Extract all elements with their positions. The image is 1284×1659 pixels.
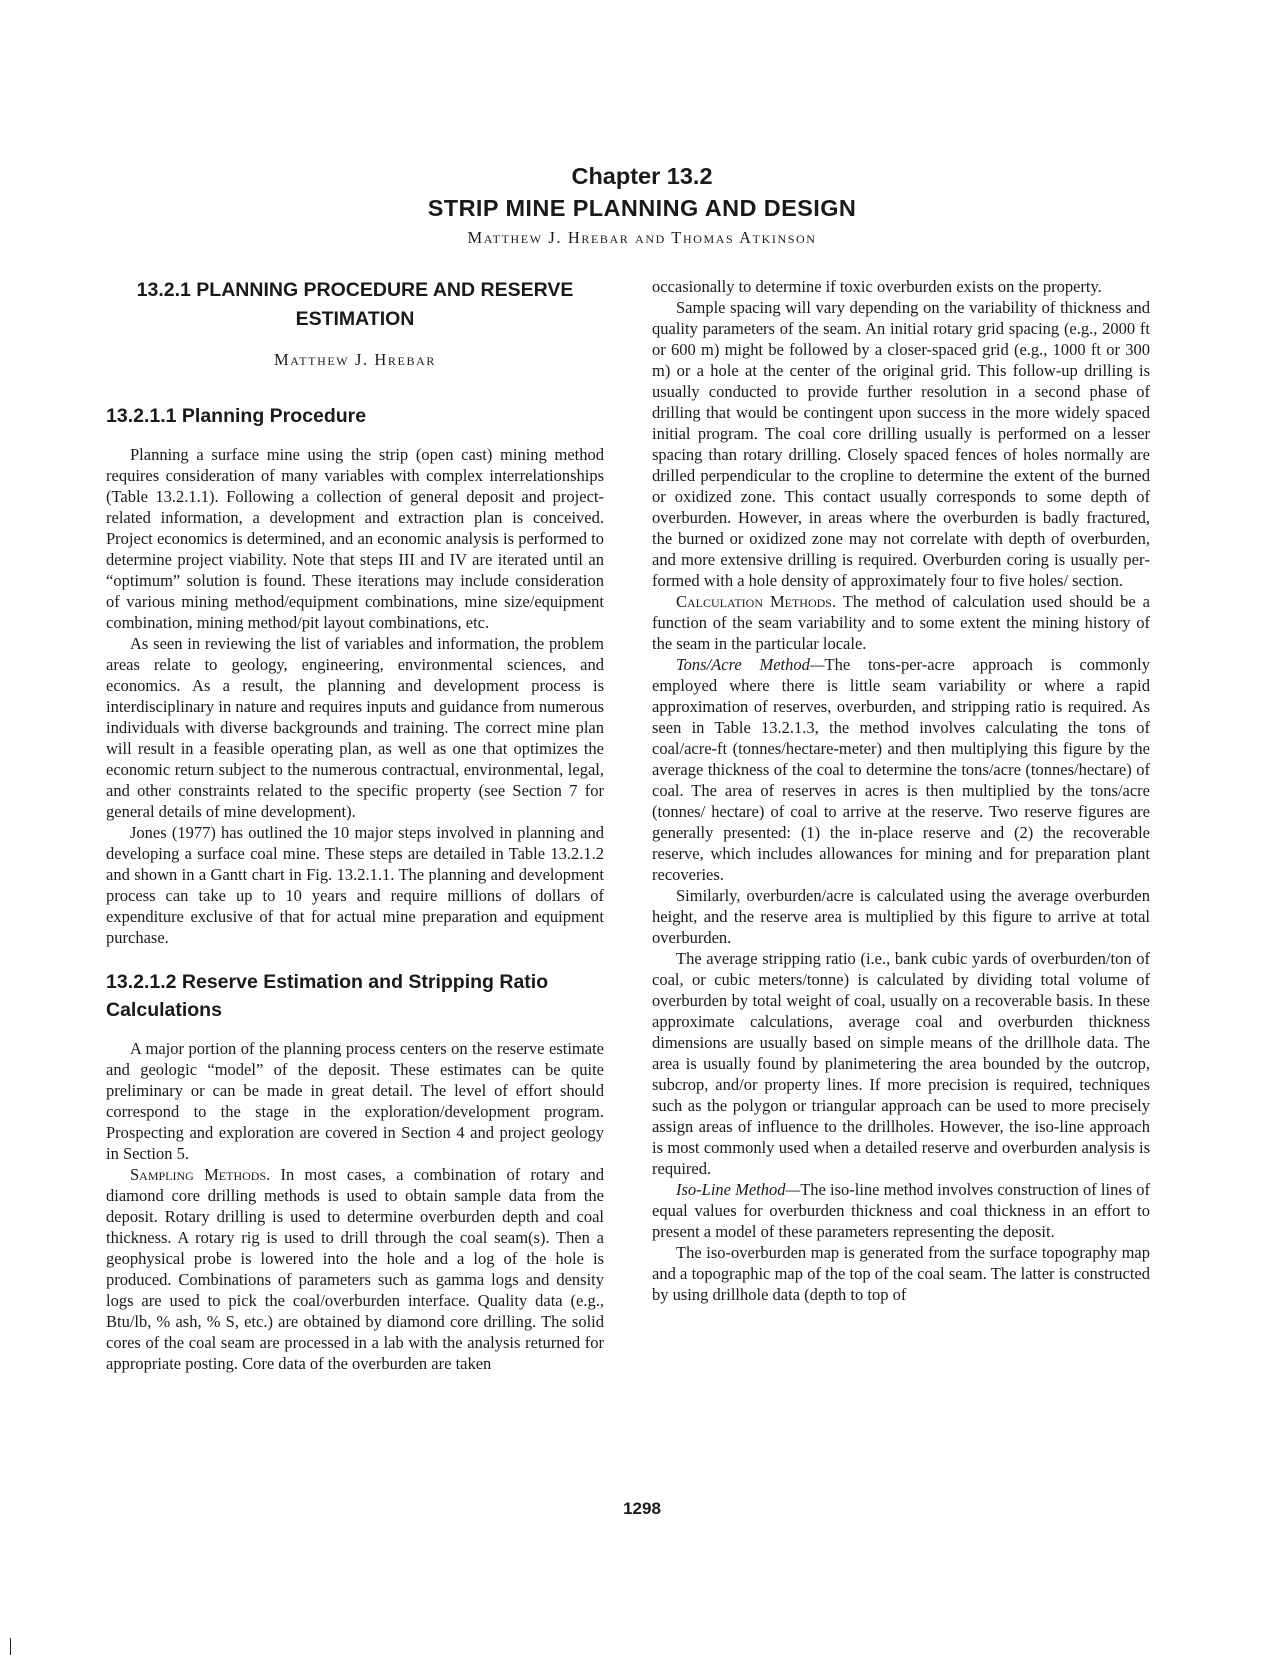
paragraph: As seen in reviewing the list of variables and information, the problem areas relate to geology, engineering, environmental sciences, and economics. As a result, the planning and development process is interdisciplinary in nature and requires inputs and guidance from numerous individuals with diverse backgrounds and training. The correct mine plan will result in a feasible operating plan, as well as one that optimizes the economic return subject to the numerous contractual, environmental, legal, and other constraints related to the specific property (see Section 7 for general details of mine development). <box>106 634 604 821</box>
paragraph-iso-line-method <box>652 1179 1150 1242</box>
paragraph-continuation: occasionally to determine if toxic overburden exists on the property. <box>652 277 1102 296</box>
section-heading: 13.2.1 PLANNING PROCEDURE AND RESERVE ESTIMATION <box>136 279 574 330</box>
section-author: Matthew J. Hrebar <box>274 350 436 369</box>
scan-edge-mark <box>10 1638 11 1655</box>
left-column <box>106 276 604 1374</box>
paragraph: The average stripping ratio (i.e., bank cubic yards of overburden/ton of coal, or cubic meters/tonne) is calculated by dividing total volume of overburden by total weight of coal, usually on a recoverable basis. In these approximate calculations, average coal and overburden thickness dimensions are usually based on simple means of the drillhole data. The area is usually found by planimetering the area bounded by the outcrop, subcrop, and/or property lines. If more precision is required, techniques such as the polygon or triangular approach can be used to more precisely assign areas of influence to the drillholes. However, the iso-line approach is most commonly used when a detailed reserve and overburden analysis is required. <box>652 949 1150 1178</box>
paragraph: Similarly, overburden/acre is calculated using the average overburden height, and the reserve area is multiplied by this figure to arrive at total overburden. <box>652 886 1150 947</box>
run-in-heading: Calculation Methods. <box>676 592 837 611</box>
run-in-heading: Iso-Line Method— <box>676 1180 801 1199</box>
paragraph-tons-acre-method <box>652 654 1150 885</box>
subsection-heading-planning-procedure: 13.2.1.1 Planning Procedure <box>106 405 367 427</box>
paragraph: Planning a surface mine using the strip (open cast) mining method requires consideration of many variables with complex interrelationships (Table 13.2.1.1). Following a collection of general deposit and project-related information, a development and extraction plan is conceived. Project economics is determined, and an economic analysis is performed to determine project viability. Note that steps III and IV are iterated until an “optimum” solution is found. These iterations may include consideration of various mining method/equipment combinations, mine size/equipment combination, mining method/pit layout combinations, etc. <box>106 445 604 632</box>
chapter-number: Chapter 13.2 <box>571 163 713 189</box>
chapter-title: STRIP MINE PLANNING AND DESIGN <box>427 195 857 221</box>
right-column <box>652 276 1150 1305</box>
run-in-heading: Sampling Methods. <box>130 1165 271 1184</box>
chapter-authors: Matthew J. Hrebar and Thomas Atkinson <box>467 228 817 247</box>
paragraph: Jones (1977) has outlined the 10 major steps involved in planning and developing a surface coal mine. These steps are detailed in Table 13.2.1.2 and shown in a Gantt chart in Fig. 13.2.1.1. The planning and development process can take up to 10 years and require millions of dollars of expenditure exclusive of that for actual mine preparation and equipment purchase. <box>106 823 604 947</box>
run-in-heading: Tons/Acre Method— <box>676 655 825 674</box>
paragraph-text: The iso-line method involves construction of lines of equal values for overburden thickness and coal thickness in an effort to present a model of these parameters representing the deposit. <box>652 1180 1150 1241</box>
paragraph-text: The method of calculation used should be a function of the seam variability and to some extent the mining history of the seam in the particular locale. <box>652 592 1151 653</box>
paragraph-text: The tons-per-acre approach is commonly employed where there is little seam variability or where a rapid approximation of reserves, overburden, and stripping ratio is required. As seen in Table 13.2.1.3, the method involves calculating the tons of coal/acre-ft (tonnes/hectare-meter) and then multiplying this figure by the average thickness of the coal to determine the tons/acre (tonnes/hectare) of coal. The area of reserves in acres is then multiplied by the tons/acre (tonnes/ hectare) of coal to arrive at the reserve. Two reserve figures are generally presented: (1) the in-place reserve and (2) the recoverable reserve, which includes allowances for mining and for preparation plant recoveries. <box>652 655 1150 884</box>
paragraph-calculation-methods <box>652 591 1150 654</box>
chapter-header <box>0 160 1284 250</box>
paragraph: Sample spacing will vary depending on the variability of thickness and quality parameters of the seam. An initial rotary grid spacing (e.g., 2000 ft or 600 m) might be followed by a closer-spaced grid (e.g., 1000 ft or 300 m) or a hole at the center of the original grid. This follow-up drilling is usually conducted to provide further resolution in a second phase of drilling that would be contingent upon success in the more widely spaced initial program. The coal core drilling usually is performed on a lesser spacing than rotary drilling. Closely spaced fences of holes normally are drilled perpendicular to the cropline to determine the extent of the burned or oxidized zone. This contact usually corresponds to some depth of overburden. However, in areas where the overburden is badly fractured, the burned or oxidized zone may not correlate with depth of overburden, and more extensive drilling is required. Overburden coring is usually performed with a hole density of approximately four to five holes/ section. <box>652 298 1150 590</box>
paragraph: A major portion of the planning process centers on the reserve estimate and geologic “model” of the deposit. These estimates can be quite preliminary or can be made in great detail. The level of effort should correspond to the stage in the exploration/development program. Prospecting and exploration are covered in Section 4 and project geology in Section 5. <box>106 1039 604 1163</box>
page-number: 1298 <box>623 1499 661 1518</box>
paragraph-text: In most cases, a combination of rotary and diamond core drilling methods is used to obtain sample data from the deposit. Rotary drilling is used to determine overburden depth and coal thickness. A rotary rig is used to drill through the coal seam(s). Then a geophysical probe is lowered into the hole and a log of the hole is produced. Combinations of parameters such as gamma logs and density logs are used to pick the coal/overburden interface. Quality data (e.g., Btu/lb, % ash, % S, etc.) are obtained by diamond core drilling. The solid cores of the coal seam are processed in a lab with the analysis returned for appropriate posting. Core data of the overburden are taken <box>106 1165 604 1373</box>
paragraph: The iso-overburden map is generated from the surface topography map and a topographic map of the top of the coal seam. The latter is constructed by using drillhole data (depth to top of <box>652 1243 1150 1304</box>
paragraph-sampling-methods <box>106 1164 604 1374</box>
subsection-heading-reserve-estimation: 13.2.1.2 Reserve Estimation and Stripping Ratio Calculations <box>106 971 549 1021</box>
